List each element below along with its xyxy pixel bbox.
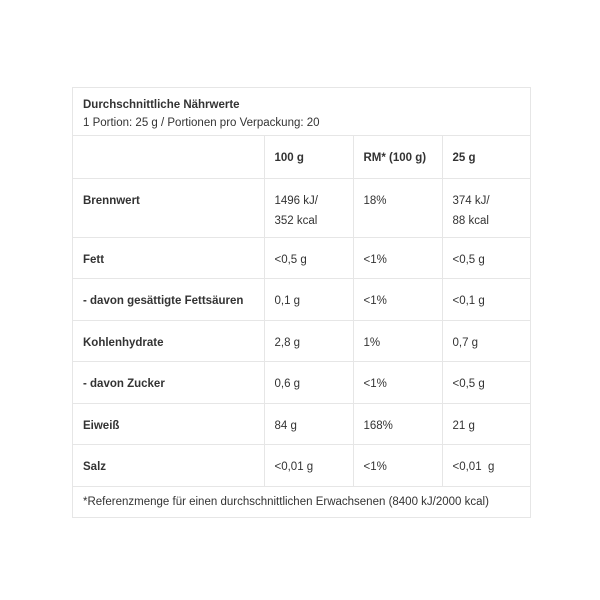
value-kj: 1496 kJ/ [274, 194, 318, 207]
nutrient-name: - davon Zucker [73, 362, 264, 404]
value-25g: <0,5 g [442, 237, 530, 279]
value-25g: 21 g [442, 403, 530, 445]
nutrition-table [72, 87, 531, 518]
value-rm: <1% [353, 279, 442, 321]
table-row [73, 178, 530, 237]
value-rm: 168% [353, 403, 442, 445]
nutrient-name: Fett [73, 237, 264, 279]
nutrient-name: Eiweiß [73, 403, 264, 445]
nutrient-name: Brennwert [73, 178, 264, 237]
footnote: *Referenzmenge für einen durchschnittlichen Erwachsenen (8400 kJ/2000 kcal) [83, 495, 489, 508]
value-100g: <0,01 g [264, 445, 353, 487]
column-headers [73, 136, 530, 178]
value-rm: <1% [353, 362, 442, 404]
table-row [73, 403, 530, 445]
table-row [73, 237, 530, 279]
value-rm: 1% [353, 320, 442, 362]
column-header-100g: 100 g [264, 136, 353, 178]
value-kj: 374 kJ/ [452, 194, 490, 207]
nutrient-name: - davon gesättigte Fettsäuren [73, 279, 264, 321]
column-header-rm: RM* (100 g) [353, 136, 442, 178]
value-100g: 2,8 g [264, 320, 353, 362]
value-rm: 18% [353, 178, 442, 237]
value-25g: 0,7 g [442, 320, 530, 362]
value-kcal: 352 kcal [274, 214, 318, 227]
value-25g: <0,5 g [442, 362, 530, 404]
value-100g: <0,5 g [264, 237, 353, 279]
value-100g: 84 g [264, 403, 353, 445]
table-row [73, 279, 530, 321]
table-row [73, 320, 530, 362]
table-row [73, 445, 530, 487]
column-header-name [73, 136, 264, 178]
table-row [73, 362, 530, 404]
value-100g: 0,1 g [264, 279, 353, 321]
value-100g [264, 178, 353, 237]
nutrient-name: Kohlenhydrate [73, 320, 264, 362]
value-25g: <0,01 g [442, 445, 530, 487]
value-rm: <1% [353, 237, 442, 279]
serving-info: 1 Portion: 25 g / Portionen pro Verpackung: 20 [83, 117, 320, 129]
table-title: Durchschnittliche Nährwerte [83, 99, 240, 111]
value-kcal: 88 kcal [452, 214, 489, 227]
column-header-25g: 25 g [442, 136, 530, 178]
value-100g: 0,6 g [264, 362, 353, 404]
value-rm: <1% [353, 445, 442, 487]
value-25g [442, 178, 530, 237]
table-header [73, 88, 530, 136]
nutrition-grid [73, 136, 530, 487]
value-25g: <0,1 g [442, 279, 530, 321]
nutrient-name: Salz [73, 445, 264, 487]
